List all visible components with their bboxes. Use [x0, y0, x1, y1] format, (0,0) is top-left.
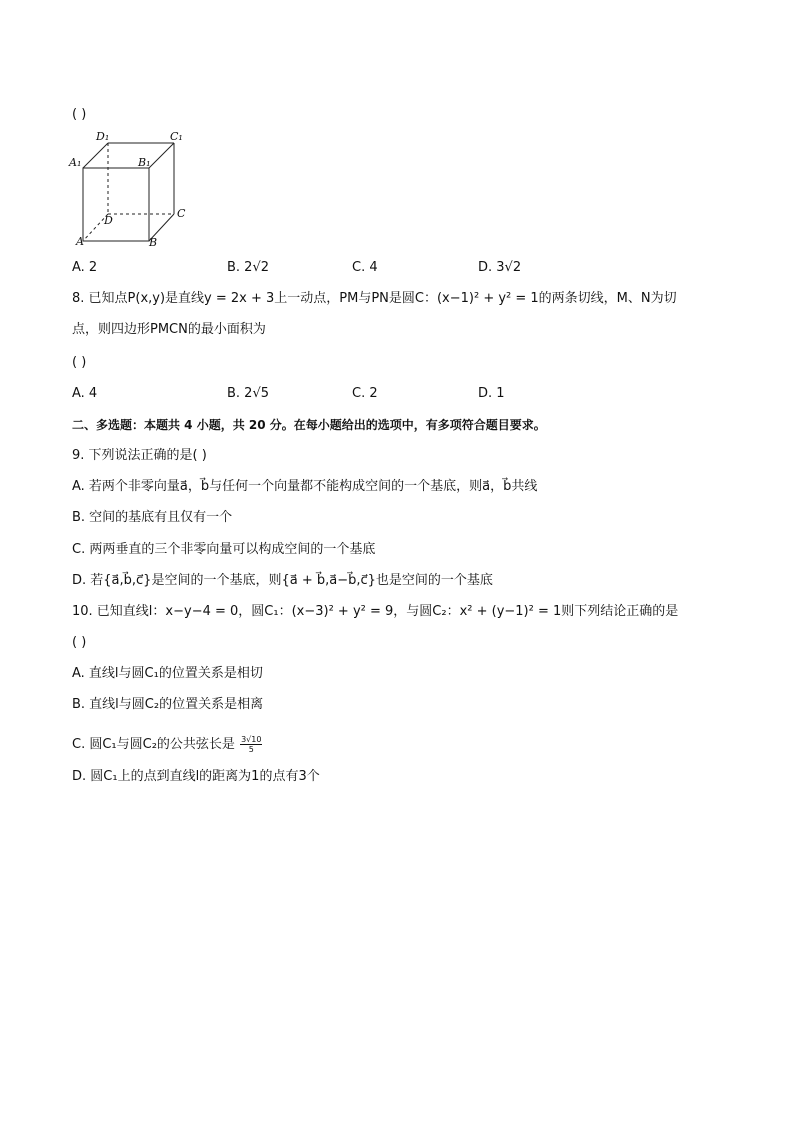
q8-answer-paren: ( )	[72, 355, 87, 370]
q8-option-d: D. 1	[478, 386, 505, 401]
cube-figure	[66, 128, 196, 250]
q8-stem-line2: 点，则四边形PMCN的最小面积为	[72, 322, 266, 337]
section-heading: 二、多选题：本题共 4 小题，共 20 分。在每小题给出的选项中，有多项符合题目要求。	[72, 418, 546, 432]
label-B1: B₁	[138, 156, 151, 169]
q9-option-d: D. 若{a⃗,b⃗,c⃗}是空间的一个基底，则{a⃗ + b⃗,a⃗−b⃗,c⃗}也是空间的一个基底	[72, 573, 493, 588]
q10-option-c	[72, 735, 262, 754]
q7-option-c: C. 4	[352, 260, 378, 275]
q10-answer-paren: ( )	[72, 635, 87, 650]
q10-option-c-text: C. 圆C₁与圆C₂的公共弦长是	[72, 737, 235, 752]
q9-option-c: C. 两两垂直的三个非零向量可以构成空间的一个基底	[72, 542, 376, 557]
cube-front-face	[83, 168, 149, 241]
q10-option-a: A. 直线l与圆C₁的位置关系是相切	[72, 666, 263, 681]
label-B: B	[149, 236, 158, 249]
q7-option-b: B. 2√2	[227, 260, 270, 275]
q7-option-d: D. 3√2	[478, 260, 522, 275]
q9-option-b: B. 空间的基底有且仅有一个	[72, 510, 233, 525]
q8-option-b: B. 2√5	[227, 386, 270, 401]
label-D: D	[104, 214, 113, 227]
q7-answer-paren: ( )	[72, 107, 87, 122]
edge-A1D1	[83, 143, 108, 168]
q7-option-a: A. 2	[72, 260, 98, 275]
label-A: A	[76, 235, 84, 248]
fraction-denominator: 5	[248, 745, 254, 754]
q8-stem-line1: 8. 已知点P(x,y)是直线y = 2x + 3上一动点，PM与PN是圆C：(x−1)² + y² = 1的两条切线，M、N为切	[72, 291, 677, 306]
q9-stem: 9. 下列说法正确的是( )	[72, 448, 207, 463]
label-C: C	[177, 207, 186, 220]
fraction-numerator: 3√10	[241, 735, 262, 744]
q10-option-d: D. 圆C₁上的点到直线l的距离为1的点有3个	[72, 769, 320, 784]
q9-option-a: A. 若两个非零向量a⃗，b⃗与任何一个向量都不能构成空间的一个基底，则a⃗，b⃗共线	[72, 479, 538, 494]
label-C1: C₁	[170, 130, 183, 143]
edge-C1B1	[149, 143, 174, 168]
q8-option-a: A. 4	[72, 386, 98, 401]
q10-option-b: B. 直线l与圆C₂的位置关系是相离	[72, 697, 264, 712]
label-A1: A₁	[69, 156, 82, 169]
q10-stem: 10. 已知直线l：x−y−4 = 0，圆C₁：(x−3)² + y² = 9，与圆C₂：x² + (y−1)² = 1则下列结论正确的是	[72, 604, 679, 619]
label-D1: D₁	[96, 130, 110, 143]
chord-length-fraction	[240, 735, 262, 754]
q8-option-c: C. 2	[352, 386, 378, 401]
